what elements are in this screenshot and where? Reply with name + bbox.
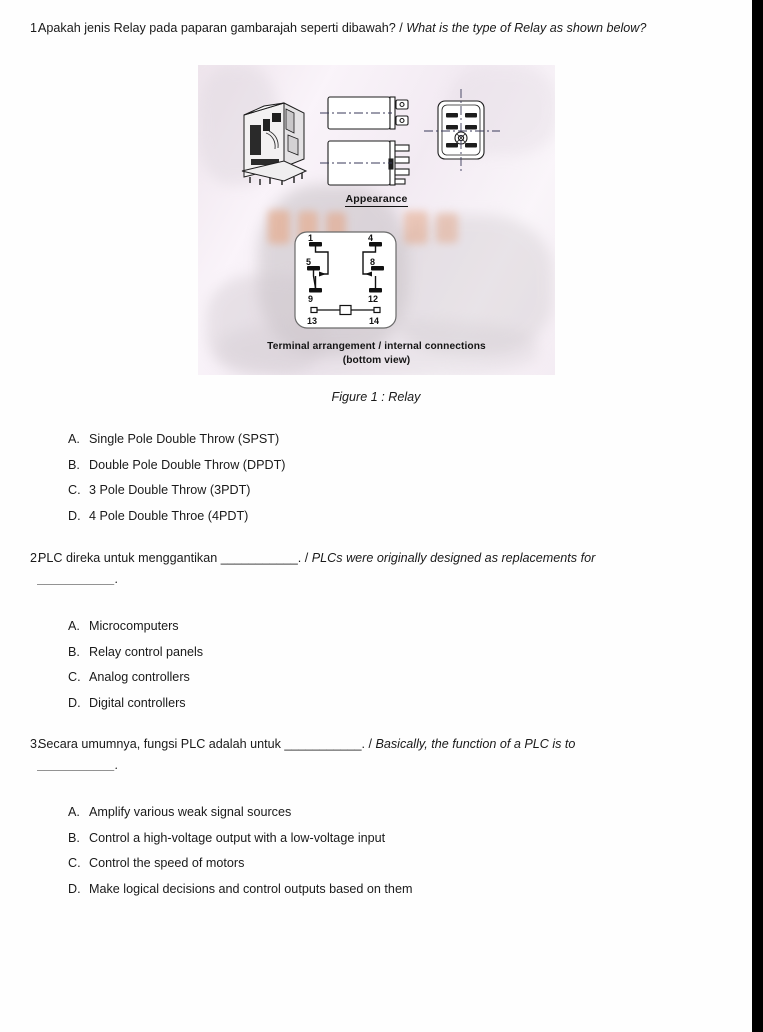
terminal-number-8: 8 bbox=[370, 257, 376, 267]
question-1-options bbox=[0, 422, 752, 529]
question-2-number: 2. bbox=[30, 551, 41, 565]
appearance-label: Appearance bbox=[345, 193, 408, 205]
option-text: Control a high-voltage output with a low-voltage input bbox=[89, 830, 386, 845]
terminal-number-13: 13 bbox=[307, 316, 318, 326]
option-row[interactable] bbox=[68, 614, 752, 640]
option-text: Single Pole Double Throw (SPST) bbox=[89, 432, 280, 446]
question-2-block bbox=[0, 548, 752, 716]
terminal-number-9: 9 bbox=[308, 294, 314, 304]
question-2-text-en-b: . bbox=[115, 572, 119, 586]
option-row[interactable] bbox=[68, 665, 752, 691]
option-letter: B. bbox=[68, 457, 80, 472]
question-2-text-my-b: . / bbox=[297, 551, 312, 565]
figure-1-relay bbox=[198, 65, 555, 375]
question-3-blank: ___________ bbox=[284, 737, 362, 751]
figure-caption: Figure 1 : Relay bbox=[331, 390, 421, 404]
option-row[interactable] bbox=[68, 640, 752, 666]
question-1-number: 1. bbox=[30, 21, 41, 35]
option-letter: A. bbox=[68, 805, 80, 819]
question-3-text bbox=[38, 734, 658, 776]
question-3-text-my-a: Secara umumnya, fungsi PLC adalah untuk bbox=[38, 737, 285, 751]
question-2-text bbox=[38, 548, 658, 590]
question-2-text-en-a: PLCs were originally designed as replacements for bbox=[311, 551, 596, 565]
option-text: 3 Pole Double Throw (3PDT) bbox=[89, 483, 251, 497]
photo-blur-patch bbox=[268, 210, 290, 244]
photo-blur-patch bbox=[404, 211, 428, 244]
option-row[interactable] bbox=[68, 826, 752, 852]
question-3-block bbox=[0, 734, 752, 902]
option-text: Relay control panels bbox=[89, 644, 204, 659]
question-1-stem bbox=[0, 18, 752, 39]
question-1-text bbox=[38, 18, 658, 39]
terminal-number-4: 4 bbox=[368, 233, 374, 243]
option-letter: B. bbox=[68, 644, 80, 659]
option-row[interactable] bbox=[68, 691, 752, 717]
question-2-stem bbox=[0, 548, 752, 590]
question-2-text-my-a: PLC direka untuk menggantikan bbox=[38, 551, 221, 565]
option-row[interactable] bbox=[68, 851, 752, 877]
photo-blur-patch bbox=[436, 213, 458, 243]
option-row[interactable] bbox=[68, 427, 752, 453]
option-text: Control the speed of motors bbox=[89, 856, 245, 870]
option-letter: A. bbox=[68, 432, 80, 446]
option-row[interactable] bbox=[68, 478, 752, 504]
option-letter: C. bbox=[68, 483, 81, 497]
question-3-text-my-b: . / bbox=[361, 737, 376, 751]
terminal-caption-line-2: (bottom view) bbox=[342, 354, 411, 366]
option-letter: D. bbox=[68, 881, 81, 896]
terminal-number-1: 1 bbox=[308, 233, 314, 243]
question-3-blank-2: ___________ bbox=[38, 758, 116, 772]
option-letter: B. bbox=[68, 830, 80, 845]
option-letter: C. bbox=[68, 856, 81, 870]
question-2-blank-2: ___________ bbox=[38, 572, 116, 586]
question-3-number: 3. bbox=[30, 737, 41, 751]
question-1-block bbox=[0, 18, 752, 39]
terminal-caption-line-1: Terminal arrangement / internal connections bbox=[267, 341, 486, 352]
question-2-blank: ___________ bbox=[220, 551, 298, 565]
figure-photo-background bbox=[198, 65, 555, 375]
option-row[interactable] bbox=[68, 877, 752, 903]
scanner-edge-artifact bbox=[752, 0, 763, 1032]
relay-outline-drawings bbox=[320, 87, 500, 197]
option-text: Make logical decisions and control outputs based on them bbox=[89, 881, 413, 896]
option-text: Analog controllers bbox=[89, 670, 190, 684]
option-text: Amplify various weak signal sources bbox=[89, 805, 292, 819]
terminal-number-14: 14 bbox=[369, 316, 380, 326]
option-letter: D. bbox=[68, 695, 81, 710]
option-text: 4 Pole Double Throe (4PDT) bbox=[89, 508, 249, 523]
relay-perspective-photo bbox=[236, 93, 312, 185]
option-letter: A. bbox=[68, 619, 80, 633]
question-1-text-en: What is the type of Relay as shown below? bbox=[406, 21, 647, 35]
option-text: Microcomputers bbox=[89, 619, 179, 633]
terminal-number-5: 5 bbox=[306, 257, 312, 267]
question-3-text-en-a: Basically, the function of a PLC is to bbox=[375, 737, 576, 751]
terminal-arrangement-schematic bbox=[293, 230, 398, 330]
option-row[interactable] bbox=[68, 504, 752, 530]
terminal-number-12: 12 bbox=[368, 294, 379, 304]
option-row[interactable] bbox=[68, 800, 752, 826]
question-3-text-en-b: . bbox=[115, 758, 119, 772]
option-text: Digital controllers bbox=[89, 695, 186, 710]
option-text: Double Pole Double Throw (DPDT) bbox=[89, 457, 286, 472]
option-row[interactable] bbox=[68, 453, 752, 479]
question-1-text-my: Apakah jenis Relay pada paparan gambarajah seperti dibawah? / bbox=[38, 21, 407, 35]
question-3-stem bbox=[0, 734, 752, 776]
terminal-arrangement-caption bbox=[198, 340, 555, 367]
option-letter: D. bbox=[68, 508, 81, 523]
option-letter: C. bbox=[68, 670, 81, 684]
